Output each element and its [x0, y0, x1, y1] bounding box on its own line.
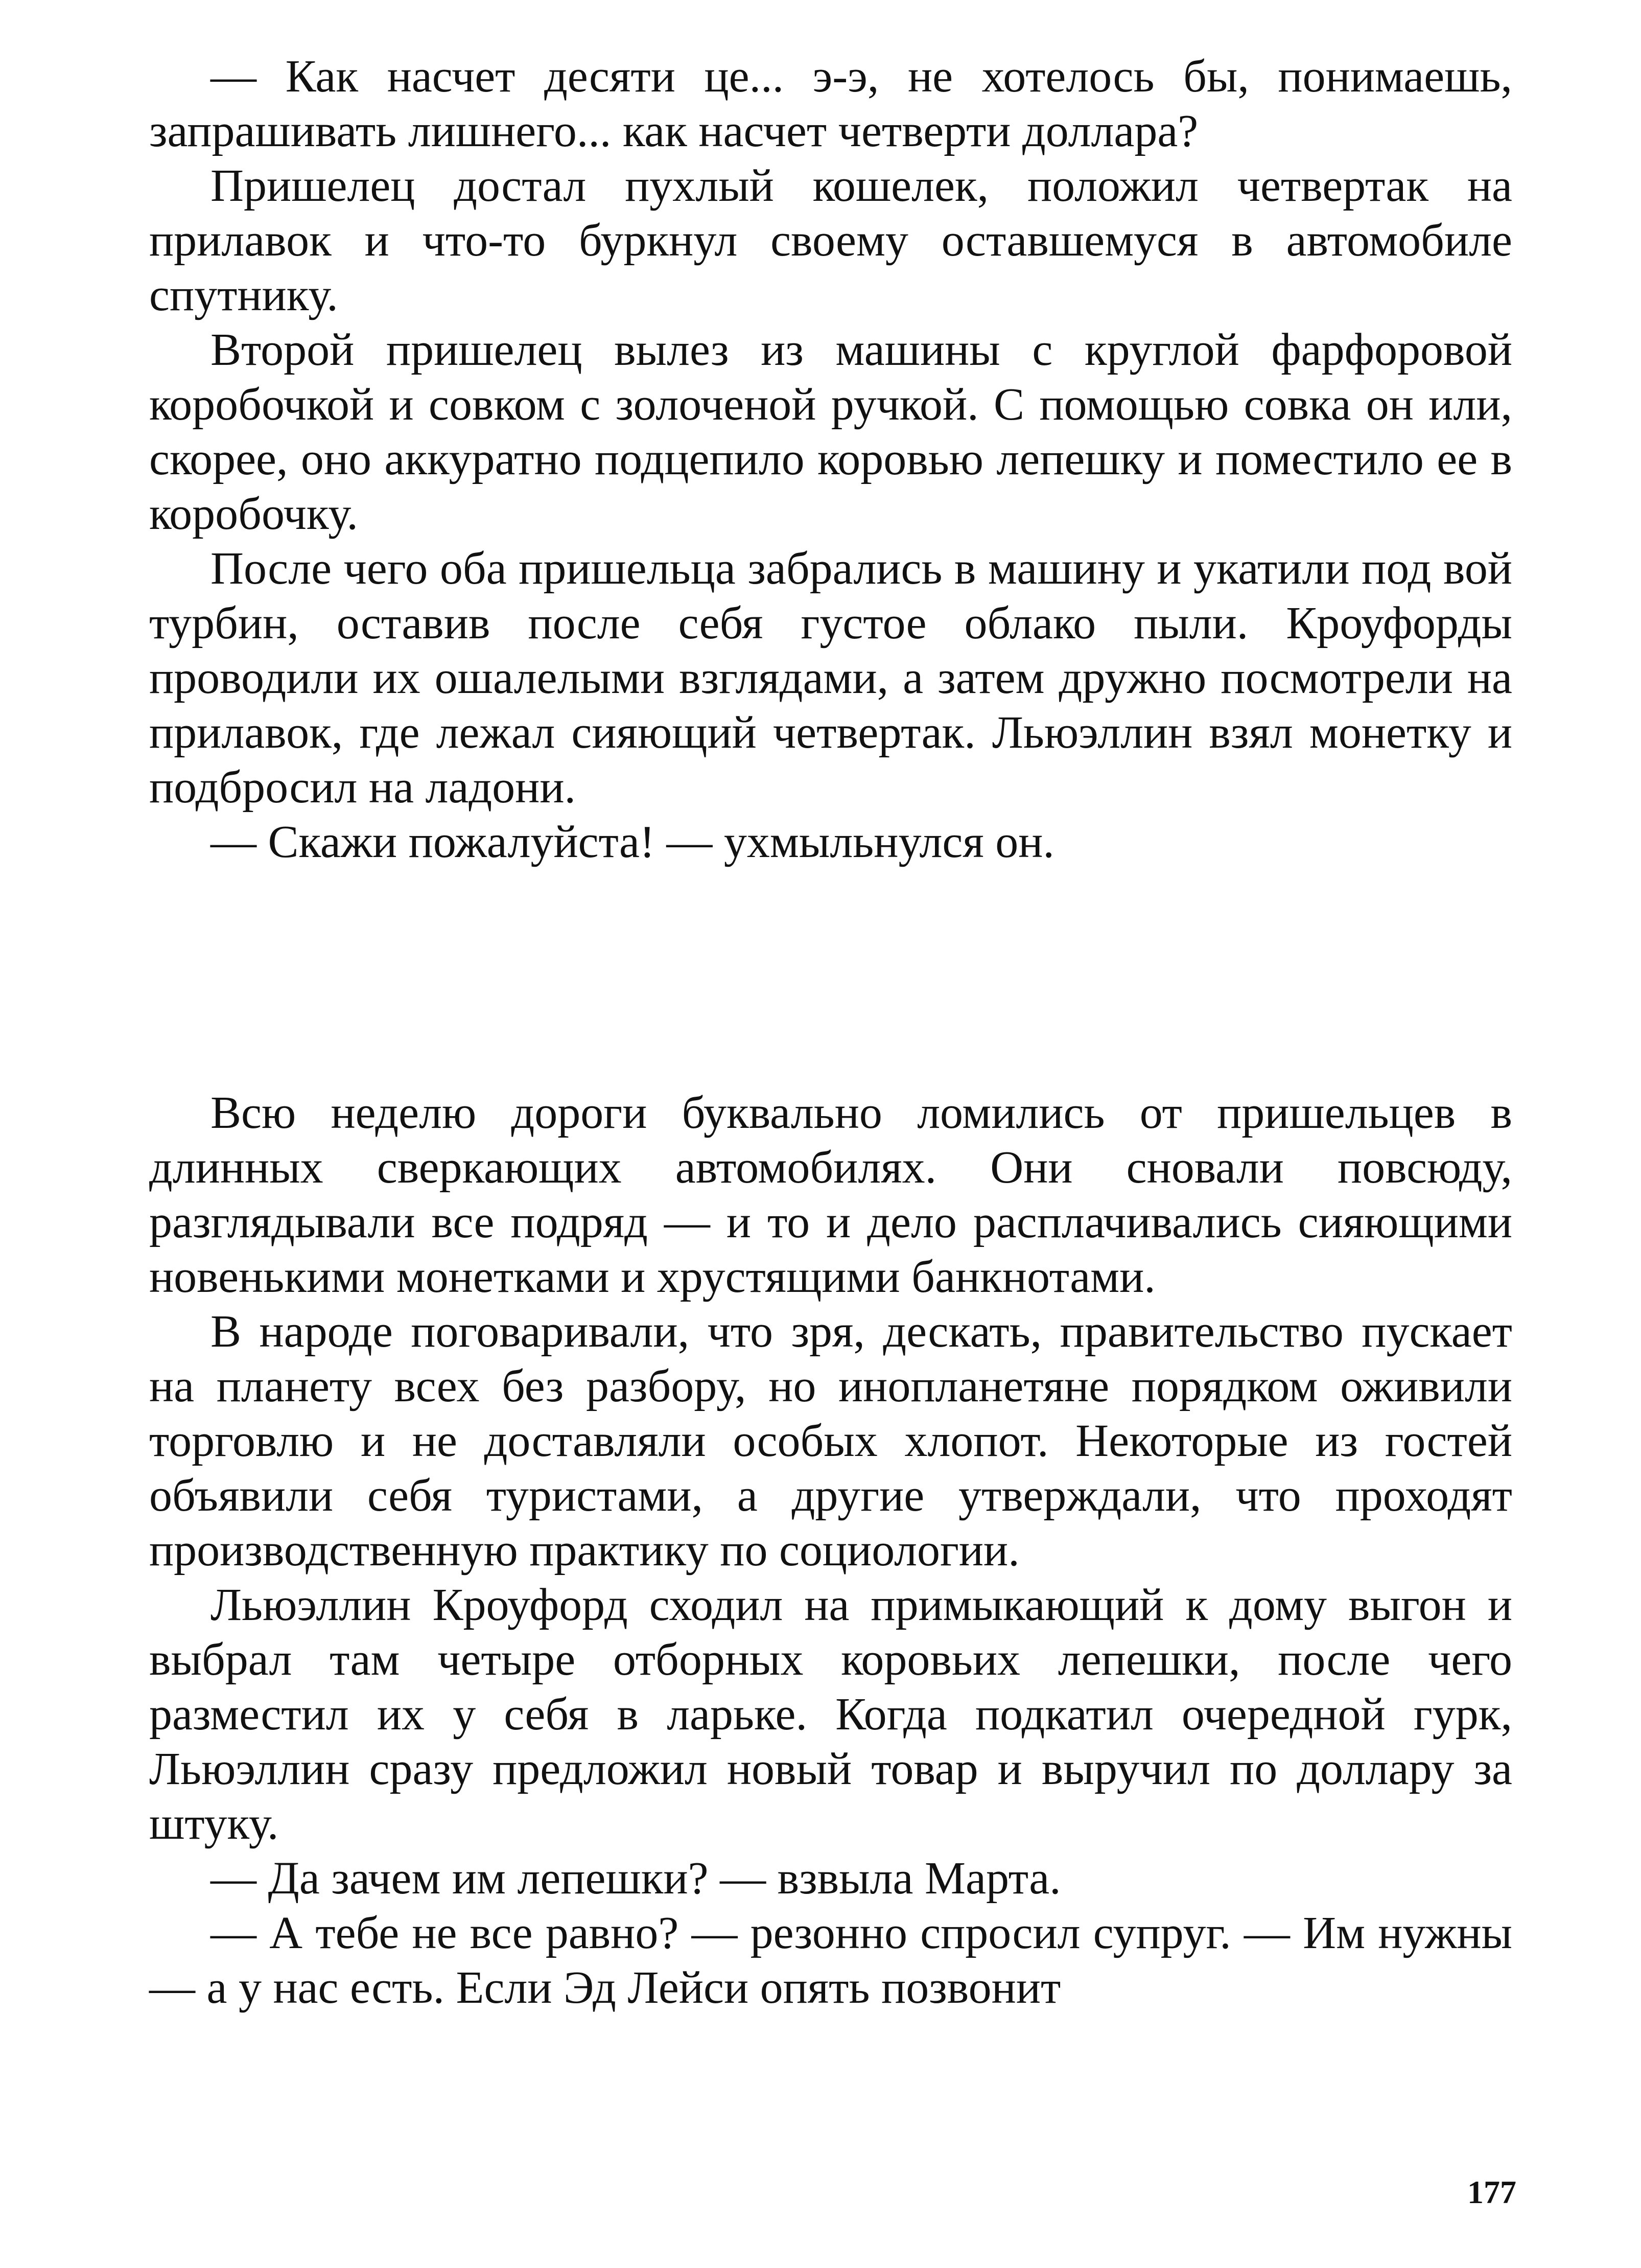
paragraph: — Да зачем им лепешки? — взвыла Марта.: [210, 1853, 1061, 1904]
paragraph: Пришелец достал пухлый кошелек, положил четвертак на прилавок и что-то буркнул своему оставшемуся в автомобиле спутнику.: [149, 160, 1512, 320]
paragraph: В народе поговаривали, что зря, дескать, правительство пускает на планету всех без разбору, но инопланетяне порядком оживили торговлю и не доставляли особых хлопот. Некоторые из гостей объявили себя туристами, а другие утверждали, что проходят производственную практику по социологии.: [149, 1306, 1512, 1576]
paragraph: Второй пришелец вылез из машины с круглой фарфоровой коробочкой и совком с золоченой ручкой. С помощью совка он или, скорее, оно аккуратно подцепило коровью лепешку и поместило ее в коробочку.: [149, 325, 1512, 539]
paragraph: — Как насчет десяти це... э-э, не хотелось бы, понимаешь, запрашивать лишнего... как насчет четверти доллара?: [149, 51, 1512, 156]
text-section-1: [149, 49, 1512, 869]
paragraph: — Скажи пожалуйста! — ухмыльнулся он.: [210, 817, 1054, 867]
paragraph: После чего оба пришельца забрались в машину и укатили под вой турбин, оставив после себя густое облако пыли. Кроуфорды проводили их ошалелыми взглядами, а затем дружно посмотрели на прилавок, где лежал сияющий четвертак. Льюэллин взял монетку и подбросил на ладони.: [149, 543, 1512, 813]
paragraph: Всю неделю дороги буквально ломились от пришельцев в длинных сверкающих автомобилях. Они сновали повсюду, разглядывали все подряд — и то и дело расплачивались сияющими новенькими монетками и хрустящими банкнотами.: [149, 1087, 1512, 1302]
text-section-2: [149, 1085, 1512, 2015]
paragraph: — А тебе не все равно? — резонно спросил супруг. — Им нужны — а у нас есть. Если Эд Лейси опять позвонит: [149, 1908, 1512, 2013]
page-number: 177: [1467, 2174, 1516, 2210]
paragraph: Льюэллин Кроуфорд сходил на примыкающий к дому выгон и выбрал там четыре отборных коровьих лепешки, после чего разместил их у себя в ларьке. Когда подкатил очередной гурк, Льюэллин сразу предложил новый товар и выручил по доллару за штуку.: [149, 1580, 1512, 1849]
